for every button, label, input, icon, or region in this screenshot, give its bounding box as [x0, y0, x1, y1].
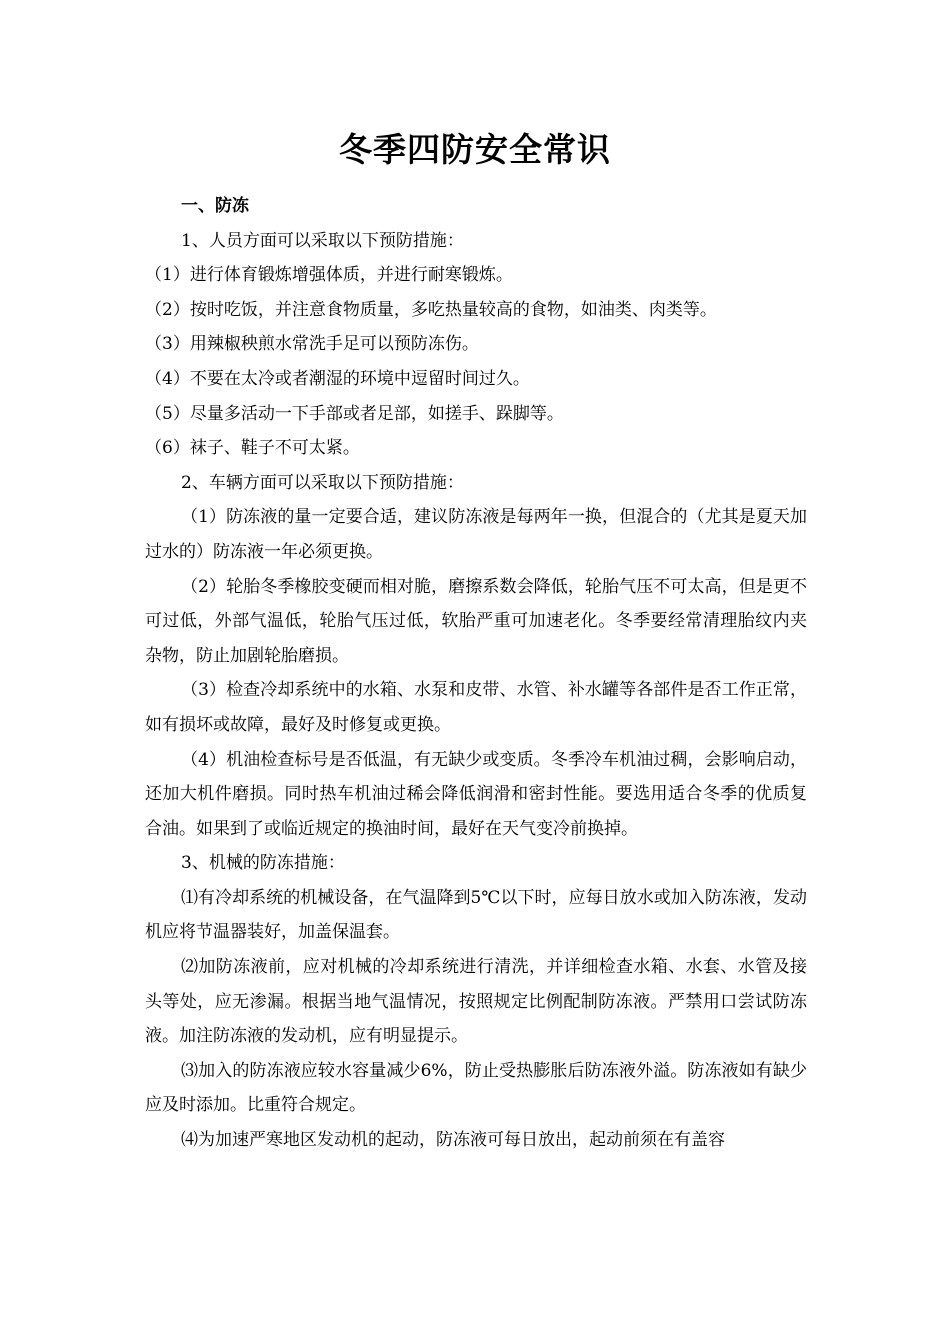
personnel-item: （4）不要在太冷或者潮湿的环境中逗留时间过久。 — [145, 368, 530, 389]
page-title: 冬季四防安全常识 — [339, 130, 611, 169]
personnel-item: （1）进行体育锻炼增强体质，并进行耐寒锻炼。 — [145, 265, 513, 286]
personnel-item: （3）用辣椒秧煎水常洗手足可以预防冻伤。 — [145, 334, 479, 355]
machinery-item: ⑴有冷却系统的机械设备，在气温降到5℃以下时，应每日放水或加入防冻液，发动机应将节温器装好，加盖保温套。 — [145, 887, 807, 943]
subsection-heading-machinery: 3、机械的防冻措施： — [181, 853, 345, 874]
subsection-heading-vehicle: 2、车辆方面可以采取以下预防措施： — [181, 472, 464, 493]
vehicle-item: （3）检查冷却系统中的水箱、水泵和皮带、水管、补水罐等各部件是否工作正常，如有损坏或故障，最好及时修复或更换。 — [145, 680, 807, 735]
personnel-item: （2）按时吃饭，并注意食物质量，多吃热量较高的食物，如油类、肉类等。 — [145, 299, 717, 320]
vehicle-item: （4）机油检查标号是否低温，有无缺少或变质。冬季冷车机油过稠，会影响启动，还加大机件磨损。同时热车机油过稀会降低润滑和密封性能。要选用适合冬季的优质复合油。如果到了或临近规定的换油时间，最好在天气变冷前换掉。 — [145, 749, 807, 839]
section-heading-antifreeze: 一、防冻 — [181, 196, 249, 216]
subsection-heading-personnel: 1、人员方面可以采取以下预防措施： — [181, 230, 464, 251]
machinery-item: ⑶加入的防冻液应较水容量减少6%，防止受热膨胀后防冻液外溢。防冻液如有缺少应及时添加。比重符合规定。 — [145, 1060, 807, 1116]
vehicle-item: （1）防冻液的量一定要合适，建议防冻液是每两年一换，但混合的（尤其是夏天加过水的）防冻液一年必须更换。 — [145, 507, 807, 562]
personnel-item: （5）尽量多活动一下手部或者足部，如搓手、跺脚等。 — [145, 403, 564, 424]
vehicle-item: （2）轮胎冬季橡胶变硬而相对脆，磨擦系数会降低，轮胎气压不可太高，但是更不可过低，外部气温低，轮胎气压过低，软胎严重可加速老化。冬季要经常清理胎纹内夹杂物，防止加剧轮胎磨损。 — [145, 576, 807, 666]
machinery-item: ⑷为加速严寒地区发动机的起动，防冻液可每日放出，起动前须在有盖容 — [181, 1130, 725, 1151]
document-body — [145, 189, 807, 1158]
personnel-item: （6）袜子、鞋子不可太紧。 — [145, 438, 360, 459]
machinery-item: ⑵加防冻液前，应对机械的冷却系统进行清洗，并详细检查水箱、水套、水管及接头等处，应无渗漏。根据当地气温情况，按照规定比例配制防冻液。严禁用口尝试防冻液。加注防冻液的发动机，应有明显提示。 — [145, 957, 807, 1047]
